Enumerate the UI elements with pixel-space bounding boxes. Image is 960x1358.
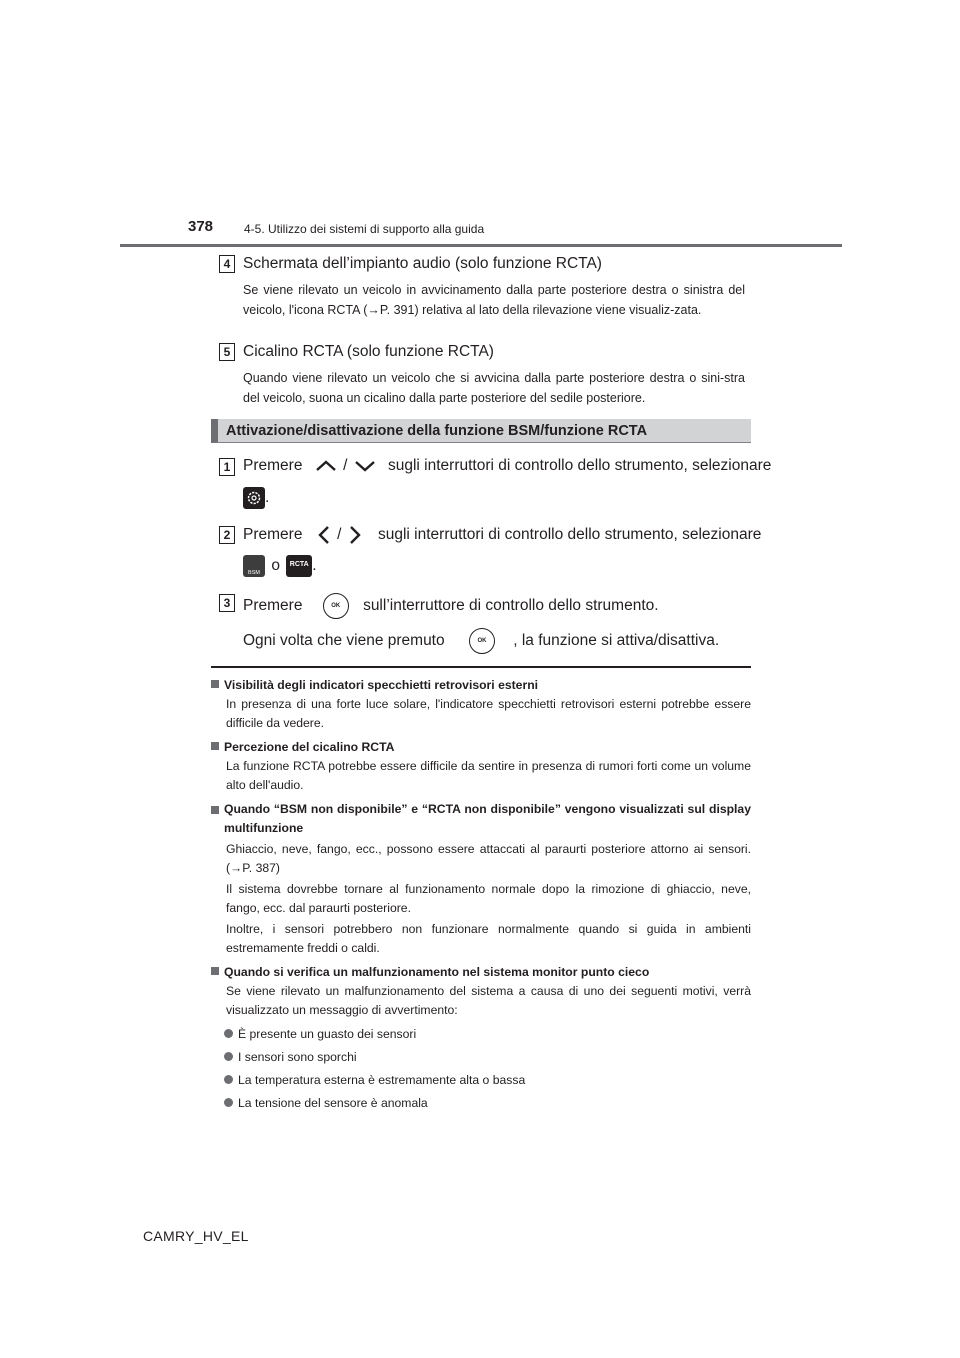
- step-1-pre: Premere: [243, 457, 303, 474]
- chevron-down-icon: [352, 459, 378, 473]
- bullet-item: La temperatura esterna è estremamente alta o bassa: [211, 1071, 751, 1090]
- circle-bullet-icon: [224, 1052, 233, 1061]
- step-2-line2: [243, 555, 317, 577]
- note-paragraph: In presenza di una forte luce solare, l'indicatore specchietti retrovisori esterni potrebbe essere difficile da vedere.: [226, 697, 751, 730]
- step-3-note: [243, 628, 719, 654]
- rcta-icon: RCTA: [286, 555, 312, 577]
- section-title: Attivazione/disattivazione della funzione BSM/funzione RCTA: [226, 423, 648, 439]
- bullet-item: La tensione del sensore è anomala: [211, 1094, 751, 1113]
- note-heading: Quando “BSM non disponibile” e “RCTA non disponibile” vengono visualizzati sul display multifunzione: [211, 800, 751, 838]
- bullet-item: I sensori sono sporchi: [211, 1048, 751, 1067]
- step-3-note-post: , la funzione si attiva/disattiva.: [513, 632, 720, 650]
- settings-gear-icon: [243, 487, 265, 509]
- item-title-audio-screen: Schermata dell’impianto audio (solo funzione RCTA): [243, 255, 602, 272]
- chevron-up-icon: [313, 459, 339, 473]
- ok-button-icon: OK: [323, 593, 349, 619]
- step-2-post: sugli interruttori di controllo dello strumento, selezionare: [378, 526, 762, 544]
- step-1-end: .: [265, 489, 270, 507]
- chevron-left-icon: [315, 525, 333, 545]
- chapter-title: 4-5. Utilizzo dei sistemi di supporto alla guida: [244, 222, 485, 236]
- item-title-rcta-buzzer: Cicalino RCTA (solo funzione RCTA): [243, 343, 494, 360]
- square-bullet-icon: [211, 806, 219, 814]
- step-number-1: 1: [219, 458, 235, 476]
- note-paragraph: Il sistema dovrebbe tornare al funzionamento normale dopo la rimozione di ghiaccio, neve, fango, ecc. dal paraurti posteriore.: [226, 882, 751, 915]
- step-number-2: 2: [219, 526, 235, 544]
- bsm-icon: BSM: [243, 555, 265, 577]
- step-3-pre: Premere: [243, 597, 303, 615]
- step-2-or: o: [271, 557, 280, 575]
- note-heading: Quando si verifica un malfunzionamento nel sistema monitor punto cieco: [211, 963, 751, 982]
- bullet-item: È presente un guasto dei sensori: [211, 1025, 751, 1044]
- note-paragraph: Inoltre, i sensori potrebbero non funzionare normalmente quando si guida in ambienti estremamente freddi o caldi.: [226, 922, 751, 955]
- header-rule: [120, 244, 842, 247]
- note-heading: Percezione del cicalino RCTA: [211, 738, 751, 757]
- notes-separator: [211, 666, 751, 668]
- step-3-post: sull’interruttore di controllo dello strumento.: [363, 597, 659, 615]
- square-bullet-icon: [211, 680, 219, 688]
- circle-bullet-icon: [224, 1029, 233, 1038]
- note-heading: Visibilità degli indicatori specchietti retrovisori esterni: [211, 676, 751, 695]
- circle-bullet-icon: [224, 1098, 233, 1107]
- step-1-line2: [243, 487, 269, 509]
- step-2-end: .: [312, 557, 317, 575]
- item-text-audio-screen: Se viene rilevato un veicolo in avvicinamento dalla parte posteriore destra o sinistra del veicolo, l'icona RCTA (→P. 391) relativa al lato della rilevazione viene visualiz-zata.: [243, 283, 745, 317]
- step-3-note-pre: Ogni volta che viene premuto: [243, 632, 445, 650]
- step-2-line: [243, 525, 761, 545]
- step-2-sep: /: [337, 526, 342, 544]
- chevron-right-icon: [346, 525, 364, 545]
- square-bullet-icon: [211, 742, 219, 750]
- step-1-line: [243, 457, 771, 475]
- step-2-pre: Premere: [243, 526, 303, 544]
- item-number-4: 4: [219, 255, 235, 273]
- note-paragraph: Ghiaccio, neve, fango, ecc., possono essere attaccati al paraurti posteriore attorno ai sensori. (→P. 387): [226, 842, 751, 875]
- page-number: 378: [188, 218, 214, 235]
- step-3-line: [243, 593, 659, 619]
- item-text-rcta-buzzer: Quando viene rilevato un veicolo che si avvicina dalla parte posteriore destra o sini-stra del veicolo, suona un cicalino dalla parte posteriore del sedile posteriore.: [243, 371, 745, 405]
- step-number-3: 3: [219, 594, 235, 612]
- document-code: CAMRY_HV_EL: [143, 1228, 249, 1244]
- circle-bullet-icon: [224, 1075, 233, 1084]
- section-heading: [211, 419, 751, 443]
- step-1-post: sugli interruttori di controllo dello strumento, selezionare: [388, 457, 772, 474]
- notes-list: [211, 676, 751, 1113]
- note-paragraph: Se viene rilevato un malfunzionamento del sistema a causa di uno dei seguenti motivi, verrà visualizzato un messaggio di avvertimento:: [226, 984, 751, 1017]
- step-1-sep: /: [343, 457, 348, 474]
- note-paragraph: La funzione RCTA potrebbe essere difficile da sentire in presenza di rumori forti come un volume alto dell'audio.: [226, 759, 751, 792]
- item-number-5: 5: [219, 343, 235, 361]
- square-bullet-icon: [211, 967, 219, 975]
- ok-button-icon: OK: [469, 628, 495, 654]
